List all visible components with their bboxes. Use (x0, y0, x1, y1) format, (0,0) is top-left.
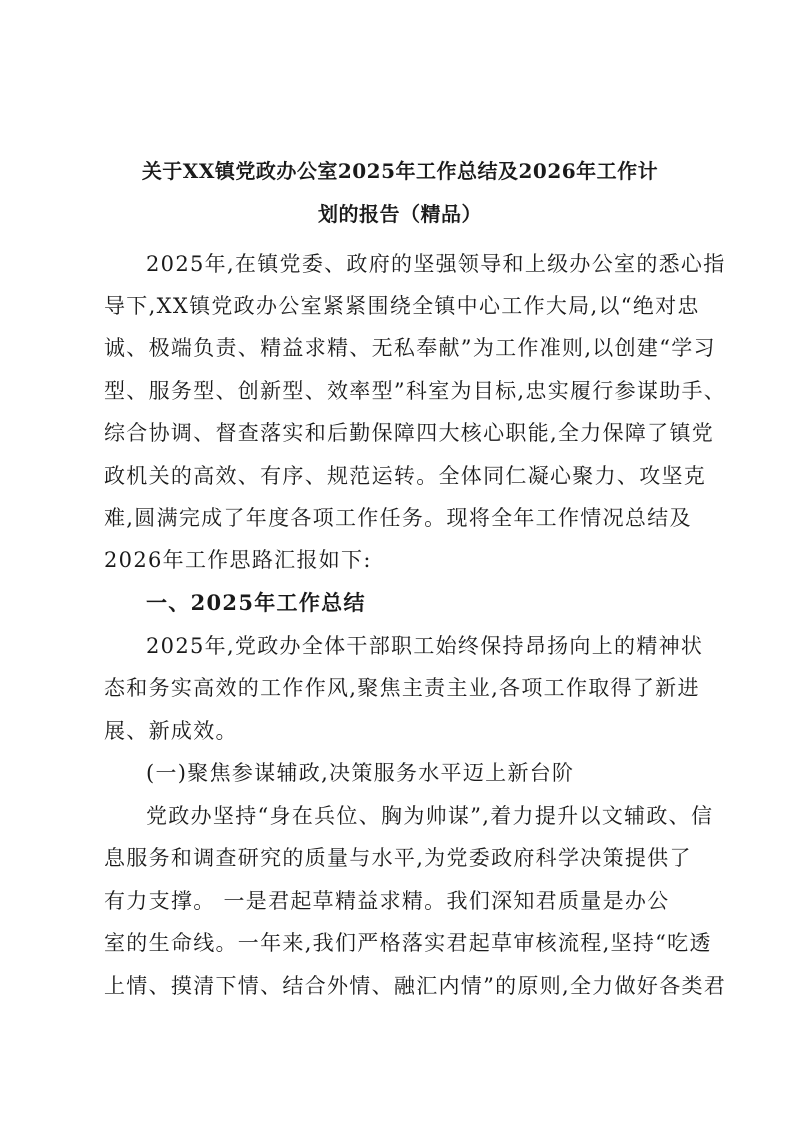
paragraph-line: 型、服务型、创新型、效率型”科室为目标,忠实履行参谋助手、 (104, 379, 727, 403)
paragraph-line: 息服务和调查研究的质量与水平,为党委政府科学决策提供了 (104, 846, 692, 870)
paragraph-line: 导下,XX镇党政办公室紧紧围绕全镇中心工作大局,以“绝对忠 (104, 294, 700, 318)
paragraph-line: 上情、摸清下情、结合外情、融汇内情”的原则,全力做好各类君 (104, 974, 727, 998)
section-heading: 一、2025年工作总结 (146, 590, 366, 615)
subsection-heading: (一)聚焦参谋辅政,决策服务水平迈上新台阶 (146, 761, 575, 785)
paragraph-line: 态和务实高效的工作作风,聚焦主责主业,各项工作取得了新进 (104, 676, 700, 700)
paragraph-line: 2025年,在镇党委、政府的坚强领导和上级办公室的悉心指 (146, 252, 726, 276)
paragraph-line: 展、新成效。 (104, 719, 238, 743)
paragraph-line: 诚、极端负责、精益求精、无私奉献”为工作准则,以创建“学习 (104, 336, 716, 360)
paragraph-line: 综合协调、督查落实和后勤保障四大核心职能,全力保障了镇党 (104, 421, 715, 445)
document-title-line-1: 关于XX镇党政办公室2025年工作总结及2026年工作计 (141, 159, 659, 183)
paragraph-line: 2026年工作思路汇报如下: (104, 548, 372, 572)
paragraph-line: 有力支撑。 一是君起草精益求精。我们深知君质量是办公 (104, 889, 670, 913)
paragraph-line: 室的生命线。一年来,我们严格落实君起草审核流程,坚持“吃透 (104, 931, 712, 955)
document-title-line-2: 划的报告（精品） (318, 202, 482, 226)
paragraph-line: 党政办坚持“身在兵位、胸为帅谋”,着力提升以文辅政、信 (146, 804, 714, 828)
paragraph-line: 政机关的高效、有序、规范运转。全体同仁凝心聚力、攻坚克 (104, 464, 707, 488)
paragraph-line: 2025年,党政办全体干部职工始终保持昂扬向上的精神状 (146, 634, 704, 658)
paragraph-line: 难,圆满完成了年度各项工作任务。现将全年工作情况总结及 (104, 506, 692, 530)
